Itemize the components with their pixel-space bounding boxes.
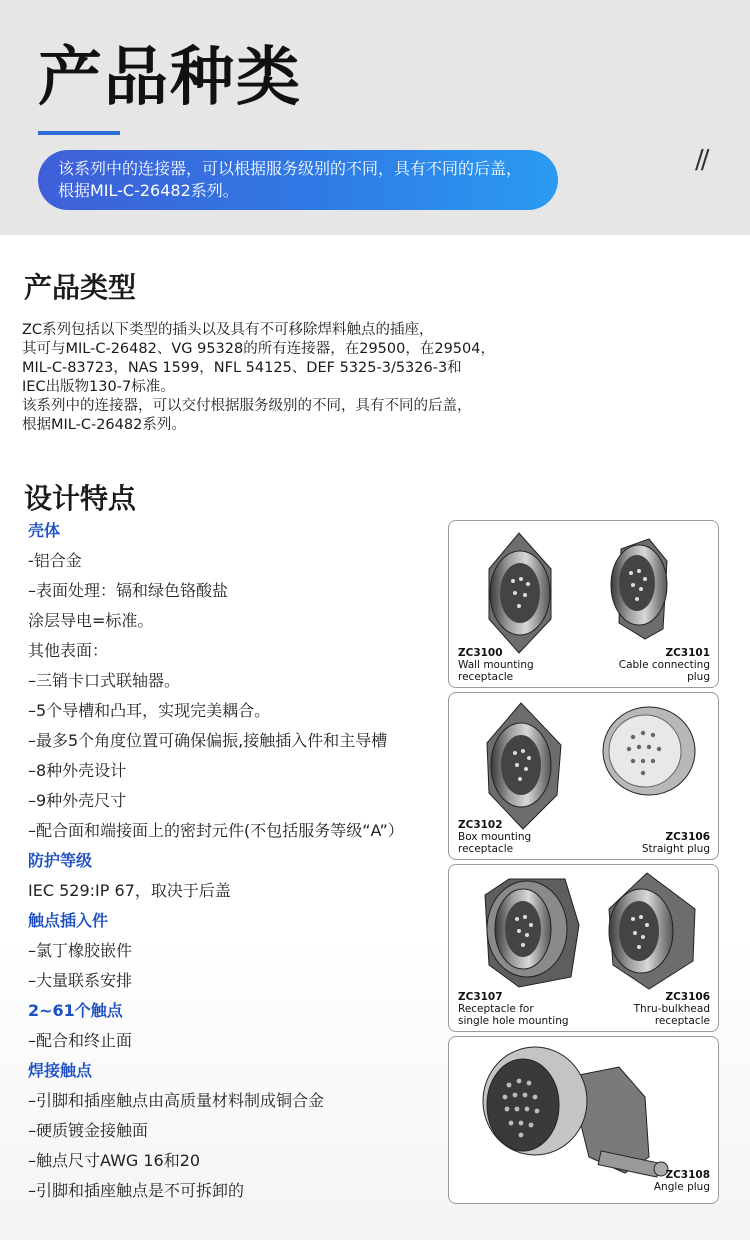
- feature-item: -铝合金: [28, 551, 82, 570]
- feature-item: 涂层导电=标准。: [28, 611, 154, 630]
- hero-underline: [38, 131, 120, 135]
- product-card-zc3102-zc3106: [448, 692, 719, 860]
- product-label: Angle plug: [653, 1181, 710, 1193]
- feature-item: –三销卡口式联轴器。: [28, 671, 181, 690]
- product-label: Box mounting: [458, 831, 532, 843]
- feature-item: –引脚和插座触点由高质量材料制成铜合金: [28, 1091, 325, 1110]
- feature-item: –配合面和端接面上的密封元件(不包括服务等级“A”）: [28, 821, 404, 840]
- decorative-slash: //: [695, 145, 707, 175]
- product-code: ZC3106: [665, 991, 710, 1003]
- description-line: 其可与MIL-C-26482、VG 95328的所有连接器，在29500，在29504，: [22, 341, 495, 357]
- product-label: receptacle: [654, 1015, 710, 1027]
- feature-item: –9种外壳尺寸: [28, 791, 127, 810]
- product-label: Cable connecting: [618, 659, 710, 671]
- product-caption-right: [619, 647, 710, 683]
- product-code: ZC3101: [665, 647, 710, 659]
- product-caption-right: [654, 1169, 710, 1193]
- feature-heading: 焊接触点: [28, 1061, 93, 1080]
- product-label: Thru-bulkhead: [633, 1003, 710, 1015]
- feature-item: –5个导槽和凸耳，实现完美耦合。: [28, 701, 271, 720]
- product-types-title: 产品类型: [24, 271, 137, 304]
- feature-item: –最多5个角度位置可确保偏振,接触插入件和主导槽: [28, 731, 388, 750]
- product-label: plug: [687, 671, 710, 683]
- feature-item: –硬质镀金接触面: [28, 1121, 149, 1140]
- product-card-zc3107-zc3106: [448, 864, 719, 1032]
- feature-item: –大量联系安排: [28, 971, 133, 990]
- design-features-list: [28, 516, 448, 1206]
- product-types-description: [22, 321, 495, 435]
- description-line: IEC出版物130-7标准。: [22, 379, 175, 395]
- product-label: single hole mounting: [458, 1015, 569, 1027]
- product-caption-right: [634, 991, 710, 1027]
- product-caption-left: [458, 991, 569, 1027]
- feature-item: –引脚和插座触点是不可拆卸的: [28, 1181, 245, 1200]
- feature-heading: 壳体: [28, 521, 61, 540]
- product-label: receptacle: [458, 671, 514, 683]
- product-label: receptacle: [458, 843, 514, 855]
- product-caption-left: [458, 819, 531, 855]
- feature-heading: 触点插入件: [28, 911, 109, 930]
- feature-item: –配合和终止面: [28, 1031, 133, 1050]
- feature-heading: 防护等级: [28, 851, 93, 870]
- product-code: ZC3102: [458, 819, 503, 831]
- feature-item: –8种外壳设计: [28, 761, 127, 780]
- description-line: 根据MIL-C-26482系列。: [22, 417, 186, 433]
- description-line: MIL-C-83723，NAS 1599，NFL 54125、DEF 5325-3/5326-3和: [22, 360, 462, 376]
- product-label: Straight plug: [641, 843, 710, 855]
- product-card-zc3100-zc3101: [448, 520, 719, 688]
- hero-pill-line-1: 该系列中的连接器，可以根据服务级别的不同，具有不同的后盖，: [58, 159, 523, 178]
- feature-item: 其他表面：: [28, 641, 109, 660]
- product-code: ZC3107: [458, 991, 503, 1003]
- description-line: 该系列中的连接器，可以交付根据服务级别的不同，具有不同的后盖，: [22, 398, 472, 414]
- product-code: ZC3106: [665, 831, 710, 843]
- feature-item: –氯丁橡胶嵌件: [28, 941, 133, 960]
- product-caption-right: [642, 831, 710, 855]
- hero-title: 产品种类: [38, 41, 302, 115]
- hero-pill-line-2: 根据MIL-C-26482系列。: [58, 181, 239, 200]
- hero-banner: [0, 0, 750, 235]
- description-line: ZC系列包括以下类型的插头以及具有不可移除焊料触点的插座，: [22, 322, 434, 338]
- product-code: ZC3108: [665, 1169, 710, 1181]
- product-code: ZC3100: [458, 647, 503, 659]
- feature-item: –触点尺寸AWG 16和20: [28, 1151, 201, 1170]
- feature-item: –表面处理：镉和绿色铬酸盐: [28, 581, 229, 600]
- product-card-zc3108: [448, 1036, 719, 1204]
- feature-heading: 2~61个触点: [28, 1001, 123, 1020]
- product-caption-left: [458, 647, 534, 683]
- hero-summary-pill: [38, 150, 558, 210]
- product-label: Receptacle for: [458, 1003, 534, 1015]
- design-features-title: 设计特点: [24, 482, 137, 515]
- feature-item: IEC 529:IP 67，取决于后盖: [28, 881, 231, 900]
- product-label: Wall mounting: [458, 659, 534, 671]
